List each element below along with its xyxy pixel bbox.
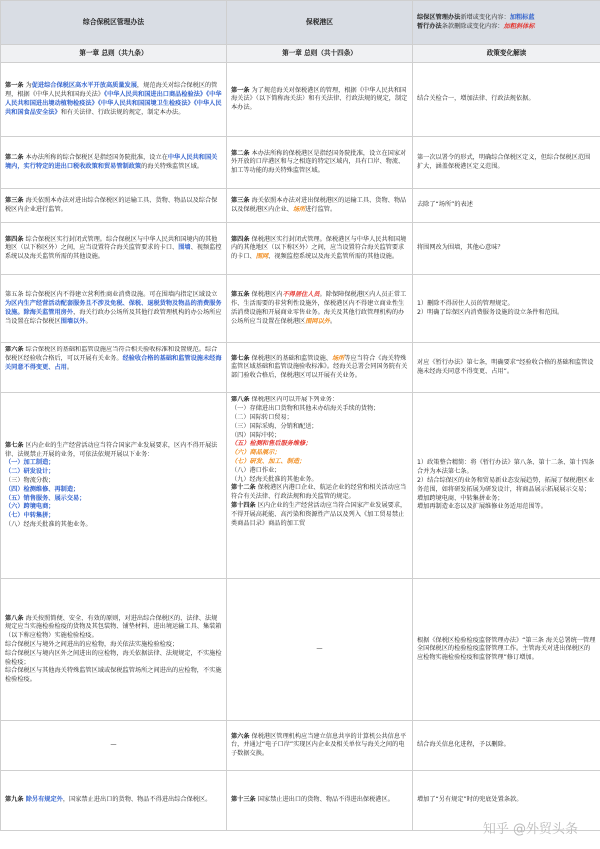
article-text: 保税港区的基础和监管设施、 [249,354,332,362]
article-label: 第八条 [231,396,250,404]
removed-content: 场所 [331,354,345,362]
new-content: 围墙 [178,244,191,252]
article-text: ，海关行政办公场所及其他行政管理机构的办公场所应当设置在综合保税区 [5,308,222,325]
article-text: 、视频监控系统以及海关监管所需的其他设施。 [268,253,399,261]
table-row [1,393,600,579]
article-text: 区内企业的生产经营活动应当符合国家产业发展要求，不得开展高耗能、高污染和资源性产品以及列入《加工贸易禁止类商品目录》商品的加工贸 [231,501,407,527]
list-item: （一）存储进出口货物和其他未办结海关手续的货物； [231,405,380,413]
cell-bonded-port [227,393,413,579]
cell-interpretation: 结合关检合一，增加法律、行政法规依据。 [413,63,600,137]
new-content: 为区内生产经营活动配套服务且不涉及免税、保税、退税货物及物品的消费服务设施。除海关监管用房外 [5,300,222,316]
article-text: 保税港区实行封闭式管理。保税港区与中华人民共和国境内的其他地区（以下称区外）之间，应当设置符合海关监管要求的卡口、 [231,235,407,261]
article-text: 。 [85,317,92,325]
article-label: 第六条 [5,346,24,354]
chapter-col1: 第一章 总则（共九条） [1,45,227,63]
article-text: 等应当符合《海关特殊监管区域基础和监管设施验收标准》。经海关总署会同国务院有关部门验收合格后，保税港区可以开展有关业务。 [231,354,408,380]
legend-line2-text: 条款删除或变化内容： [441,22,504,30]
article-label: 第六条 [231,732,250,740]
table-row [1,721,600,771]
list-item: （八）港口作业； [231,466,281,474]
cell-bonded-port: — [227,579,413,721]
list-item: （二）国际转口贸易； [231,413,293,421]
article-text: 综合保税区的基础和监管设施应当符合相关验收标准和设置规范。综合保税区经验收合格后，可以开展有关业务。 [5,346,218,363]
article-label: 第十三条 [231,796,256,804]
new-content: 围墙以外 [60,317,86,325]
list-item: （三）物流分拨； [5,477,55,485]
removed-content: 围网 [255,253,269,261]
table-row [1,223,600,275]
chapter-col3: 政策变化解读 [413,45,600,63]
header-col1: 综合保税区管理办法 [1,1,227,45]
article-label: 第十二条 [231,484,256,492]
legend-line2-bold: 暂行办法 [417,22,442,30]
article-text: 海关及其他行政管理机构的办公场所应当设置在保税港区 [231,308,405,325]
cell-interpretation: 增加了“另有规定”时的兜底处置条款。 [413,771,600,831]
article-text: 第五条 综合保税区内不得建立营利性商业消费设施。可在围墙内指定区域设立 [5,291,218,299]
business-list [231,405,408,484]
article-label: 第二条 [5,154,24,162]
header-col2: 保税港区 [227,1,413,45]
list-item: （二）研发设计； [5,468,55,476]
article-text: 保税港区内可以开展下列业务： [249,396,339,404]
zhihu-watermark: 知乎 @外贸头条 [482,821,578,837]
legend-line1-bold: 综保区管理办法 [417,13,461,21]
article-text: 海关按照简便、安全、有效的原则，对进出综合保税区的、法律、法规规定应当实施检验检疫的货物及其包装物、铺垫材料、进出境运输工具、集装箱（以下称应检物）实施检验检疫。 [5,614,222,640]
article-text: ，规范海关对综合保税区的管理，根据《中华人民共和国海关法》 [5,82,218,99]
list-item: （五）销售服务、展示交易； [5,494,86,502]
cell-interpretation: 根据《保税区检验检疫监督管理办法》“第三条 海关总署统一管理全国保税区的检验检疫监督管理工作。主管海关对进出保税区的应检物实施检验检疫和监督管理”修订增加。 [413,579,600,721]
table-row [1,343,600,393]
cell-comprehensive [1,343,227,393]
article-text: 国家禁止进出口的货物、物品不得进出保税港区。 [255,796,394,804]
cell-bonded-port [227,223,413,275]
article-text: 、视频监控系统以及海关监管所需的其他设施。 [5,244,222,261]
removed-content: 不得居住人员 [282,291,320,299]
article-label: 第三条 [231,197,250,205]
cell-bonded-port [227,137,413,189]
removed-content: 场所 [292,205,306,213]
cell-bonded-port [227,63,413,137]
article-label: 第八条 [5,614,24,622]
cell-interpretation: 将围网改为围墙，其他心意味？ [413,223,600,275]
article-text: 综合保税区实行封闭式管理。综合保税区与中华人民共和国境内的其他地区（以下称区外）之间，应当设置符合海关监管要求的卡口、 [5,235,218,252]
new-content: 中华人民共和国关境内，实行特定的进出口税收政策和贸易管制政策 [5,154,218,170]
article-text: 保税港区内港口企业、航运企业的经营和相关活动应当符合有关法律、行政法规和海关监管的规定。 [231,484,407,501]
cell-interpretation: 对应《暂行办法》第七条，明确要求“经验收合格的基础和监管设施未经海关同意不得变更、占用”。 [413,343,600,393]
cell-bonded-port [227,189,413,223]
table-row [1,275,600,343]
article-text: 的海关特殊监管区域。 [141,162,203,170]
article-label: 第二条 [231,149,250,157]
article-text: 。 [330,317,337,325]
article-text: 区内企业的生产经营活动应当符合国家产业发展要求，区内不得开展法律、法规禁止开展的业务，可依法依规开展以下业务： [5,441,218,458]
article-text: 本办法所称的综合保税区是指经国务院批准，设立在 [23,154,168,162]
list-item: （一）加工制造； [5,459,55,467]
article-text: 本办法所称的保税港区是指经国务院批准，设立在国家对外开放的口岸港区和与之相连的特定区域内，具有口岸、物流、加工等功能的海关特殊监管区域。 [231,149,407,175]
cell-bonded-port [227,771,413,831]
business-list [5,459,222,529]
list-item: （六）商品展示； [231,449,281,457]
article-text: 为了规范海关对保税港区的管理，根据《中华人民共和国海关法》（以下简称海关法）和有关法律、行政法规的规定，制定本办法。 [231,86,408,112]
table-row [1,579,600,721]
article-text: 海关依照本办法对进出综合保税区的运输工具、货物、物品以及综合保税区内企业进行监管。 [5,197,218,213]
chapter-row [1,45,600,63]
list-item: （七）研发、加工、制造； [231,457,306,465]
article-label: 第九条 [5,796,24,804]
article-text: 和有关法律、行政法规的规定，制定本办法。 [60,108,185,116]
table-row [1,137,600,189]
cell-comprehensive: — [1,721,227,771]
article-text: 为 [23,82,32,90]
list-item: （九）经海关批准的其他业务。 [231,475,318,483]
article-label: 第四条 [5,235,24,243]
article-label: 第五条 [231,291,250,299]
cell-comprehensive [1,771,227,831]
table-row [1,189,600,223]
legend-line1-text: 新增或变化内容： [460,13,510,21]
new-content: 促进综合保税区高水平开放高质量发展 [31,82,137,90]
new-content: 《中华人民共和国进出口商品检验法》《中华人民共和国进出境动植物检疫法》《中华人民共和国国境卫生检疫法》《中华人民共和国食品安全法》 [5,91,222,116]
article-text: 。 [66,363,74,371]
list-item: （八）经海关批准的其他业务。 [5,521,92,529]
cell-bonded-port [227,721,413,771]
removed-content: 围网以外 [305,317,330,325]
article-text: 综合保税区与境内区外之间进出的应检物，海关依据法律、法规规定，不实施检验检疫； [5,649,222,666]
list-item: （三）国际采购、分销和配送； [231,422,318,430]
cell-interpretation: 1）政策整合精简：将《暂行办法》第八条、第十二条、第十四条合并为本法第七条。 2）结合综保区的业务和贸易新业态发展趋势，拓展了保税港区业务范围，如将研发拓展为研发设计，将商品展示拓展展示交易；增加跨境电商、中转集拼业务； 增加再制造业态以及扩展维修业务适用范围等。 [413,393,600,579]
header-legend [413,1,600,45]
article-label: 第四条 [231,235,250,243]
list-item: （四）国际中转； [231,431,281,439]
legend-line2-mark: 加粗斜体标 [503,22,535,30]
article-text: 。除保障保税港区内人员正常工作、生活需要的非营利性设施外，保税港区内不得建立商业性生活消费设施和开展商业零售业务。 [231,291,407,316]
new-content: 除另有规定外 [23,796,63,804]
cell-interpretation: 结合海关信息化进程，予以删除。 [413,721,600,771]
cell-comprehensive [1,275,227,343]
list-item: （四）检测维修、再制造； [5,485,80,493]
article-text: 进行监管。 [305,205,337,213]
article-label: 第十四条 [231,501,256,509]
article-label: 第七条 [231,354,250,362]
article-text: 保税港区管理机构应当建立信息共享的计算机公共信息平台，并通过“电子口岸”实现区内企业及相关单位与海关之间的电子数据交换。 [231,732,407,758]
article-label: 第一条 [231,86,250,94]
cell-comprehensive [1,137,227,189]
cell-interpretation: 第一次以署令的形式，明确综合保税区定义，但综合保税区范围扩大，涵盖保税港区定义范围。 [413,137,600,189]
cell-comprehensive [1,189,227,223]
article-label: 第三条 [5,197,24,205]
list-item: （六）跨境电商； [5,503,55,511]
article-label: 第七条 [5,441,24,449]
article-text: 保税港区内 [249,291,283,299]
article-label: 第一条 [5,82,24,90]
cell-bonded-port [227,275,413,343]
new-content: 经验收合格的基础和监管设施未经海关同意不得变更、占用 [5,355,222,371]
article-text: 综合保税区与境外之间进出的应检物，海关依法实施检验检疫； [5,641,179,649]
cell-comprehensive [1,63,227,137]
table-header-row [1,1,600,45]
list-item: （七）中转集拼； [5,512,55,520]
article-text: 综合保税区与其他海关特殊监管区域或保税监管场所之间进出的应检物，不实施检验检疫。 [5,667,222,684]
chapter-col2: 第一章 总则（共十四条） [227,45,413,63]
article-text: 海关依照本办法对进出保税港区的运输工具、货物、物品以及保税港区内企业、 [231,197,407,213]
cell-comprehensive [1,393,227,579]
legend-line1-mark: 加粗标蓝 [509,13,535,21]
cell-interpretation: 1）删除不得居住人员的管理规定。 2）明确了综保区内消费服务设施的设立条件和范围。 [413,275,600,343]
list-item: （五）检测和售后服务维修； [231,440,312,448]
cell-bonded-port [227,343,413,393]
cell-interpretation: 去除了“场所”的表述 [413,189,600,223]
table-row [1,63,600,137]
cell-comprehensive [1,579,227,721]
article-text: ，国家禁止进出口的货物、物品不得进出综合保税区。 [62,796,212,804]
cell-comprehensive [1,223,227,275]
